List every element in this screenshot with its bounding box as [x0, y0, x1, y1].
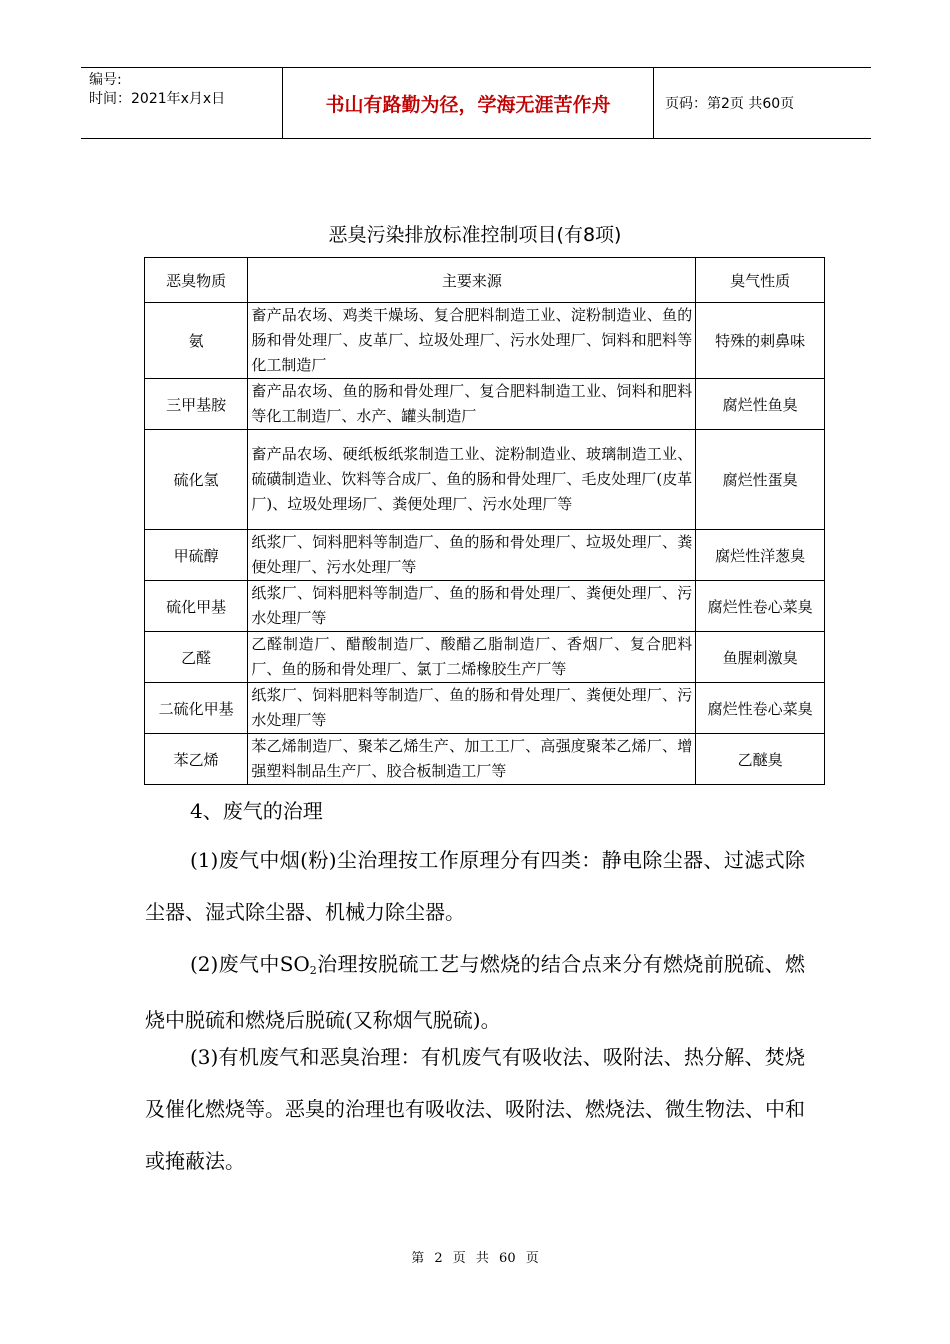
odor-standard-table: [144, 257, 825, 785]
source-cell: 畜产品农场、鱼的肠和骨处理厂、复合肥料制造工业、饲料和肥料等化工制造厂、水产、罐头制造厂: [248, 379, 696, 430]
substance-cell: 甲硫醇: [145, 530, 248, 581]
table-row: [145, 734, 825, 785]
source-cell: 乙醛制造厂、醋酸制造厂、酸醋乙脂制造厂、香烟厂、复合肥料厂、鱼的肠和骨处理厂、氯丁二烯橡胶生产厂等: [248, 632, 696, 683]
paragraph-organic: (3)有机废气和恶臭治理：有机废气有吸收法、吸附法、热分解、焚烧及催化燃烧等。恶臭的治理也有吸收法、吸附法、燃烧法、微生物法、中和或掩蔽法。: [145, 1045, 805, 1173]
substance-cell: 氨: [145, 303, 248, 379]
table-row: [145, 683, 825, 734]
date-label: 时间：2021年x月x日: [89, 91, 226, 107]
number-label: 编号:: [89, 72, 122, 88]
substance-cell: 乙醛: [145, 632, 248, 683]
substance-cell: 硫化甲基: [145, 581, 248, 632]
table-row: [145, 632, 825, 683]
table-row: [145, 379, 825, 430]
substance-cell: 苯乙烯: [145, 734, 248, 785]
paragraph-dust: (1)废气中烟(粉)尘治理按工作原理分有四类：静电除尘器、过滤式除尘器、湿式除尘器、机械力除尘器。: [145, 848, 805, 924]
substance-cell: 硫化氢: [145, 430, 248, 530]
nature-cell: 腐烂性卷心菜臭: [696, 683, 825, 734]
header-substance: 恶臭物质: [145, 258, 248, 303]
nature-cell: 鱼腥刺激臭: [696, 632, 825, 683]
nature-cell: 腐烂性鱼臭: [696, 379, 825, 430]
header-page-info: 页码：第2页 共60页: [665, 96, 795, 112]
table-header-row: [145, 258, 825, 303]
page-header: [81, 67, 871, 139]
paragraph-so2-before: (2)废气中SO: [190, 952, 310, 976]
source-cell: 纸浆厂、饲料肥料等制造厂、鱼的肠和骨处理厂、垃圾处理厂、粪便处理厂、污水处理厂等: [248, 530, 696, 581]
header-meta: [81, 68, 281, 138]
nature-cell: 腐烂性卷心菜臭: [696, 581, 825, 632]
paragraph-so2: [145, 938, 805, 1046]
source-cell: 纸浆厂、饲料肥料等制造厂、鱼的肠和骨处理厂、粪便处理厂、污水处理厂等: [248, 683, 696, 734]
table-row: [145, 581, 825, 632]
nature-cell: 特殊的刺鼻味: [696, 303, 825, 379]
nature-cell: 腐烂性蛋臭: [696, 430, 825, 530]
page-footer: 第 2 页 共 60 页: [411, 1251, 539, 1266]
header-motto: 书山有路勤为径，学海无涯苦作舟: [282, 68, 654, 138]
table-row: [145, 530, 825, 581]
header-source: 主要来源: [248, 258, 696, 303]
header-nature: 臭气性质: [696, 258, 825, 303]
paragraph-so2-after: 治理按脱硫工艺与燃烧的结合点来分有燃烧前脱硫、燃烧中脱硫和燃烧后脱硫(又称烟气脱硫)。: [145, 952, 805, 1032]
table-row: [145, 303, 825, 379]
nature-cell: 腐烂性洋葱臭: [696, 530, 825, 581]
source-cell: 纸浆厂、饲料肥料等制造厂、鱼的肠和骨处理厂、粪便处理厂、污水处理厂等: [248, 581, 696, 632]
substance-cell: 三甲基胺: [145, 379, 248, 430]
source-cell: 畜产品农场、鸡类干燥场、复合肥料制造工业、淀粉制造业、鱼的肠和骨处理厂、皮革厂、垃圾处理厂、污水处理厂、饲料和肥料等化工制造厂: [248, 303, 696, 379]
substance-cell: 二硫化甲基: [145, 683, 248, 734]
table-title: 恶臭污染排放标准控制项目(有8项): [328, 224, 622, 246]
section-heading: 4、废气的治理: [190, 799, 323, 823]
table-row: [145, 430, 825, 530]
subscript-2: 2: [309, 964, 317, 977]
source-cell: 苯乙烯制造厂、聚苯乙烯生产、加工工厂、高强度聚苯乙烯厂、增强塑料制品生产厂、胶合板制造工厂等: [248, 734, 696, 785]
source-cell: 畜产品农场、硬纸板纸浆制造工业、淀粉制造业、玻璃制造工业、硫磺制造业、饮料等合成厂、鱼的肠和骨处理厂、毛皮处理厂(皮革厂)、垃圾处理场厂、粪便处理厂、污水处理厂等: [248, 430, 696, 530]
nature-cell: 乙醚臭: [696, 734, 825, 785]
